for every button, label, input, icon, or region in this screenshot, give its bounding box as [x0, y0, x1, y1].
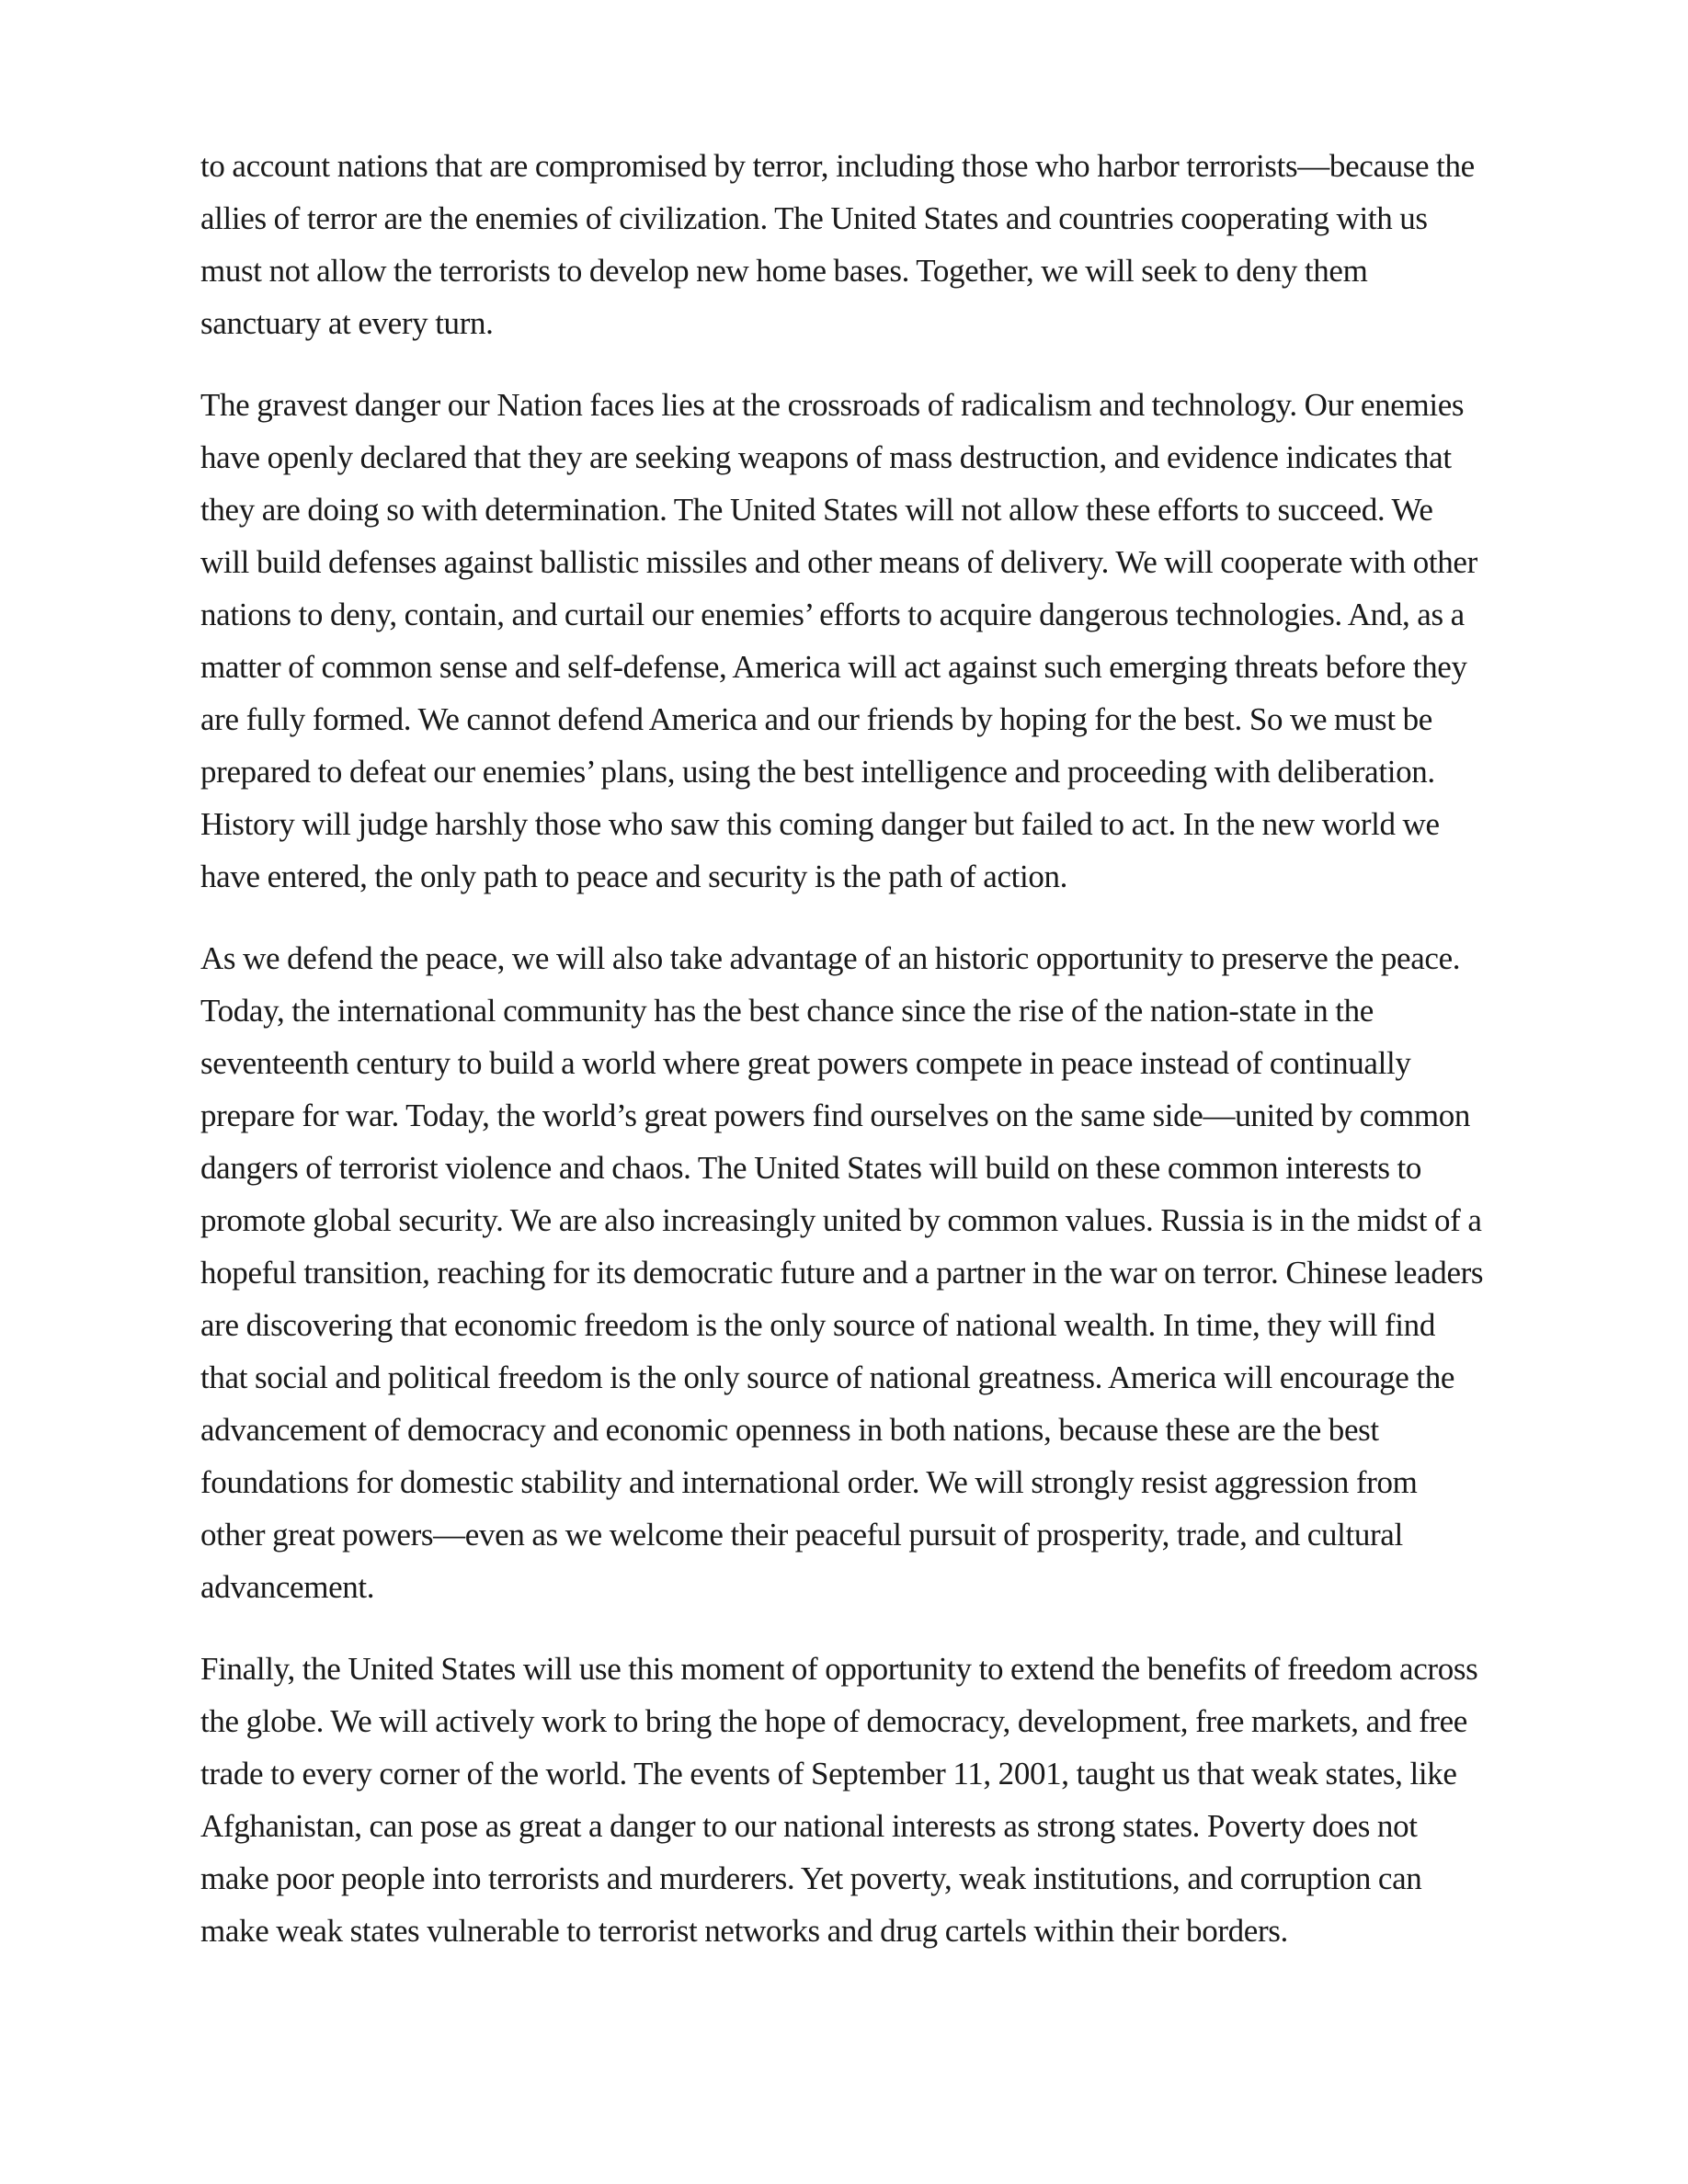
- document-page: [200, 140, 1488, 1957]
- paragraph-preserve-peace: As we defend the peace, we will also take advantage of an historic opportunity to preserve the peace. Today, the international community has the best chance since the rise of the nation-state in the seventeenth century to build a world where great powers compete in peace instead of continually prepare for war. Today, the world’s great powers find ourselves on the same side—united by common dangers of terrorist violence and chaos. The United States will build on these common interests to promote global security. We are also increasingly united by common values. Russia is in the midst of a hopeful transition, reaching for its democratic future and a partner in the war on terror. Chinese leaders are discovering that economic freedom is the only source of national wealth. In time, they will find that social and political freedom is the only source of national greatness. America will encourage the advancement of democracy and economic openness in both nations, because these are the best foundations for domestic stability and international order. We will strongly resist aggression from other great powers—even as we welcome their peaceful pursuit of prosperity, trade, and cultural advancement.: [200, 940, 1484, 1605]
- paragraph-gravest-danger: The gravest danger our Nation faces lies at the crossroads of radicalism and technology. Our enemies have openly declared that they are seeking weapons of mass destruction, and evidence indicates that they are doing so with determination. The United States will not allow these efforts to succeed. We will build defenses against ballistic missiles and other means of delivery. We will cooperate with other nations to deny, contain, and curtail our enemies’ efforts to acquire dangerous technologies. And, as a matter of common sense and self-defense, America will act against such emerging threats before they are fully formed. We cannot defend America and our friends by hoping for the best. So we must be prepared to defeat our enemies’ plans, using the best intelligence and proceeding with deliberation. History will judge harshly those who saw this coming danger but failed to act. In the new world we have entered, the only path to peace and security is the path of action.: [200, 387, 1477, 894]
- paragraph-extend-freedom: Finally, the United States will use this moment of opportunity to extend the benefits of freedom across the globe. We will actively work to bring the hope of democracy, development, free markets, and free trade to every corner of the world. The events of September 11, 2001, taught us that weak states, like Afghanistan, can pose as great a danger to our national interests as strong states. Poverty does not make poor people into terrorists and murderers. Yet poverty, weak institutions, and corruption can make weak states vulnerable to terrorist networks and drug cartels within their borders.: [200, 1651, 1478, 1949]
- paragraph-continued-terror-allies: to account nations that are compromised by terror, including those who harbor terrorists—because the allies of terror are the enemies of civilization. The United States and countries cooperating with us must not allow the terrorists to develop new home bases. Together, we will seek to deny them sanctuary at every turn.: [200, 148, 1475, 341]
